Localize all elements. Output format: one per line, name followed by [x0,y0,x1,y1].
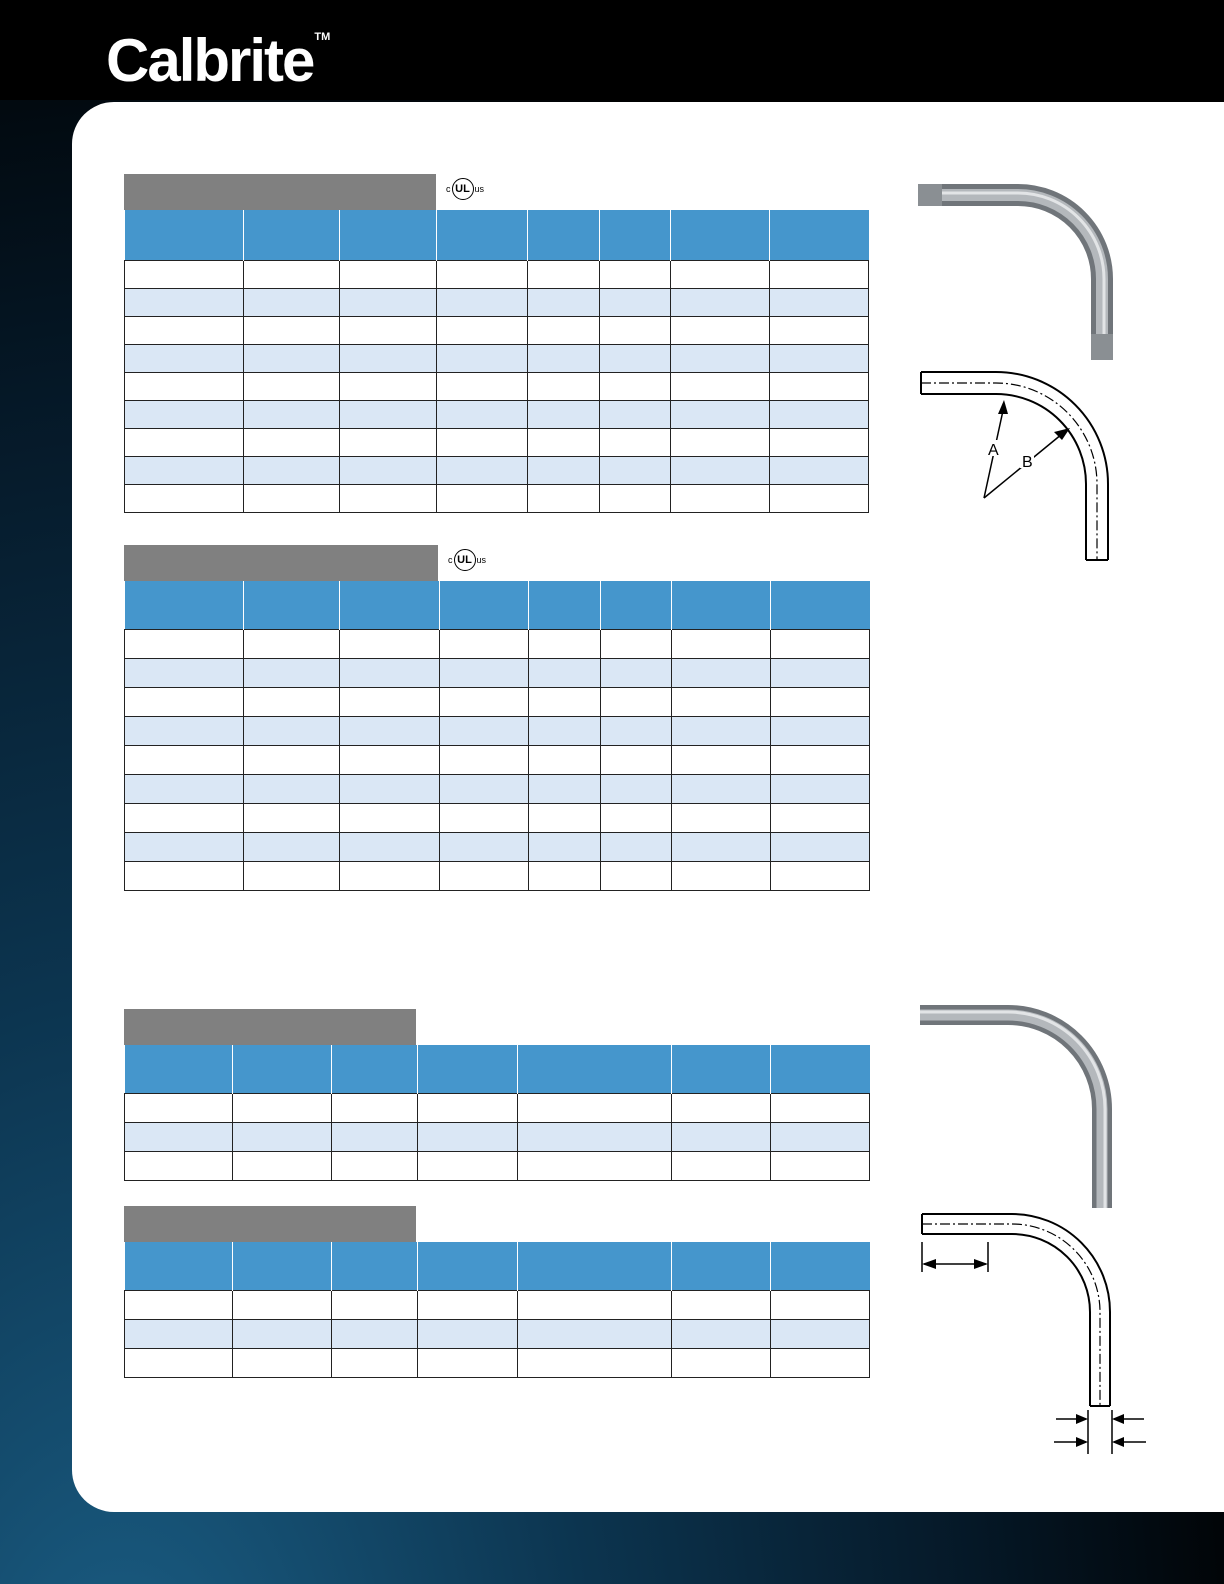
column-header [340,581,440,629]
table-row [125,716,870,745]
data-table [124,581,870,891]
column-header [125,581,244,629]
column-header [771,581,870,629]
table-row [125,428,869,456]
elbow-dimension-diagram [916,370,1116,564]
header-row [125,210,869,260]
column-header [771,1242,870,1290]
top-bar [0,0,1224,100]
elbow-table-4 [124,1206,870,1378]
ul-listing-mark: c UL us [446,178,484,200]
data-table [124,1045,870,1181]
table-row [125,745,870,774]
elbow-table-1 [124,174,869,513]
column-header [601,581,672,629]
threaded-elbow-photo [918,182,1118,362]
column-header [244,581,340,629]
column-header [528,210,600,260]
brand-logo [106,22,330,96]
table-row [125,288,869,316]
column-header [233,1045,332,1093]
table-row [125,774,870,803]
table-row [125,658,870,687]
ul-icon: UL [454,549,476,571]
table-row [125,456,869,484]
header-row [125,1242,870,1290]
table-title [124,1009,416,1045]
column-header [672,1045,771,1093]
elbow-table-2 [124,545,870,891]
column-header [437,210,528,260]
column-header [125,210,244,260]
table-row [125,687,870,716]
column-header [770,210,869,260]
table-row [125,344,869,372]
table-row [125,1290,870,1319]
header-row [125,581,870,629]
column-header [332,1242,418,1290]
table-row [125,803,870,832]
data-table [124,1242,870,1378]
column-header [244,210,340,260]
trademark: TM [314,31,331,43]
table-row [125,832,870,861]
table-title [124,545,438,581]
column-header [332,1045,418,1093]
column-header [340,210,437,260]
table-row [125,629,870,658]
plain-elbow-photo [918,1000,1118,1212]
table-row [125,1151,870,1180]
column-header [418,1045,518,1093]
column-header [125,1242,233,1290]
column-header [125,1045,233,1093]
column-header [771,1045,870,1093]
column-header [518,1045,672,1093]
dimension-label-b: B [1022,454,1033,471]
column-header [418,1242,518,1290]
table-row [125,1319,870,1348]
table-row [125,316,869,344]
column-header [440,581,529,629]
table-row [125,861,870,890]
table-row [125,260,869,288]
ul-listing-mark: c UL us [448,549,486,571]
table-title [124,174,436,210]
brand-name: Calbrite [106,27,314,94]
column-header [672,581,771,629]
elbow-table-3 [124,1009,870,1181]
column-header [671,210,770,260]
table-row [125,1122,870,1151]
table-row [125,484,869,512]
elbow-offset-diagram [916,1210,1148,1458]
table-title [124,1206,416,1242]
table-row [125,1093,870,1122]
table-row [125,1348,870,1377]
data-table [124,210,869,513]
table-row [125,372,869,400]
header-row [125,1045,870,1093]
column-header [518,1242,672,1290]
dimension-label-a: A [988,442,999,459]
column-header [529,581,601,629]
column-header [600,210,671,260]
ul-icon: UL [452,178,474,200]
table-row [125,400,869,428]
column-header [672,1242,771,1290]
column-header [233,1242,332,1290]
